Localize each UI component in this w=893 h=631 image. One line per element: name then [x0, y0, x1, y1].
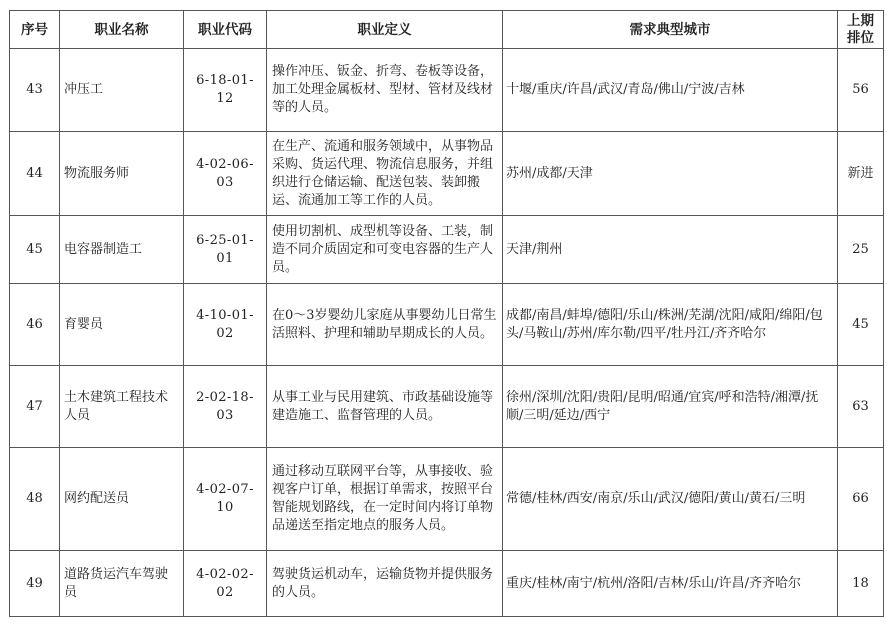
row-definition: 驾驶货运机动车，运输货物并提供服务的人员。	[267, 551, 503, 617]
row-name: 网约配送员	[60, 448, 184, 551]
table-row	[10, 448, 884, 551]
row-index: 46	[10, 284, 60, 366]
row-definition: 在0～3岁婴幼儿家庭从事婴幼儿日常生活照料、护理和辅助早期成长的人员。	[267, 284, 503, 366]
row-cities: 徐州/深圳/沈阳/贵阳/昆明/昭通/宜宾/呼和浩特/湘潭/抚顺/三明/延边/西宁	[503, 366, 838, 448]
row-cities: 常德/桂林/西安/南京/乐山/武汉/德阳/黄山/黄石/三明	[503, 448, 838, 551]
header-row	[10, 11, 884, 49]
table-row	[10, 216, 884, 284]
row-code: 2-02-18-03	[184, 366, 267, 448]
row-definition: 操作冲压、钣金、折弯、卷板等设备，加工处理金属板材、型材、管材及线材等的人员。	[267, 49, 503, 132]
row-code: 4-02-07-10	[184, 448, 267, 551]
row-index: 45	[10, 216, 60, 284]
row-definition: 在生产、流通和服务领域中，从事物品采购、货运代理、物流信息服务，并组织进行仓储运输、配送包装、装卸搬运、流通加工等工作的人员。	[267, 132, 503, 216]
row-name: 土木建筑工程技术人员	[60, 366, 184, 448]
row-name: 冲压工	[60, 49, 184, 132]
row-cities: 重庆/桂林/南宁/杭州/洛阳/吉林/乐山/许昌/齐齐哈尔	[503, 551, 838, 617]
header-definition: 职业定义	[267, 11, 503, 49]
row-cities: 苏州/成都/天津	[503, 132, 838, 216]
row-code: 4-10-01-02	[184, 284, 267, 366]
row-definition: 通过移动互联网平台等，从事接收、验视客户订单，根据订单需求，按照平台智能规划路线，在一定时间内将订单物品递送至指定地点的服务人员。	[267, 448, 503, 551]
table-row	[10, 49, 884, 132]
row-cities: 天津/荆州	[503, 216, 838, 284]
table-row	[10, 132, 884, 216]
row-index: 47	[10, 366, 60, 448]
row-index: 48	[10, 448, 60, 551]
row-rank: 45	[838, 284, 884, 366]
occupation-table	[9, 10, 884, 617]
row-cities: 成都/南昌/蚌埠/德阳/乐山/株洲/芜湖/沈阳/咸阳/绵阳/包头/马鞍山/苏州/库尔勒/四平/牡丹江/齐齐哈尔	[503, 284, 838, 366]
table-row	[10, 284, 884, 366]
header-code: 职业代码	[184, 11, 267, 49]
row-rank: 18	[838, 551, 884, 617]
row-code: 4-02-06-03	[184, 132, 267, 216]
header-name: 职业名称	[60, 11, 184, 49]
row-name: 电容器制造工	[60, 216, 184, 284]
row-rank: 63	[838, 366, 884, 448]
row-rank: 新进	[838, 132, 884, 216]
table-row	[10, 366, 884, 448]
row-rank: 25	[838, 216, 884, 284]
row-code: 6-18-01-12	[184, 49, 267, 132]
row-cities: 十堰/重庆/许昌/武汉/青岛/佛山/宁波/吉林	[503, 49, 838, 132]
row-name: 道路货运汽车驾驶员	[60, 551, 184, 617]
row-definition: 使用切割机、成型机等设备、工装，制造不同介质固定和可变电容器的生产人员。	[267, 216, 503, 284]
row-index: 44	[10, 132, 60, 216]
row-code: 4-02-02-02	[184, 551, 267, 617]
header-rank	[838, 11, 884, 49]
header-cities: 需求典型城市	[503, 11, 838, 49]
row-name: 育婴员	[60, 284, 184, 366]
row-name: 物流服务师	[60, 132, 184, 216]
row-rank: 66	[838, 448, 884, 551]
row-index: 43	[10, 49, 60, 132]
row-definition: 从事工业与民用建筑、市政基础设施等建造施工、监督管理的人员。	[267, 366, 503, 448]
row-code: 6-25-01-01	[184, 216, 267, 284]
table-row	[10, 551, 884, 617]
row-index: 49	[10, 551, 60, 617]
row-rank: 56	[838, 49, 884, 132]
header-rank-line1: 上期	[847, 12, 874, 29]
header-index: 序号	[10, 11, 60, 49]
header-rank-line2: 排位	[847, 29, 874, 46]
